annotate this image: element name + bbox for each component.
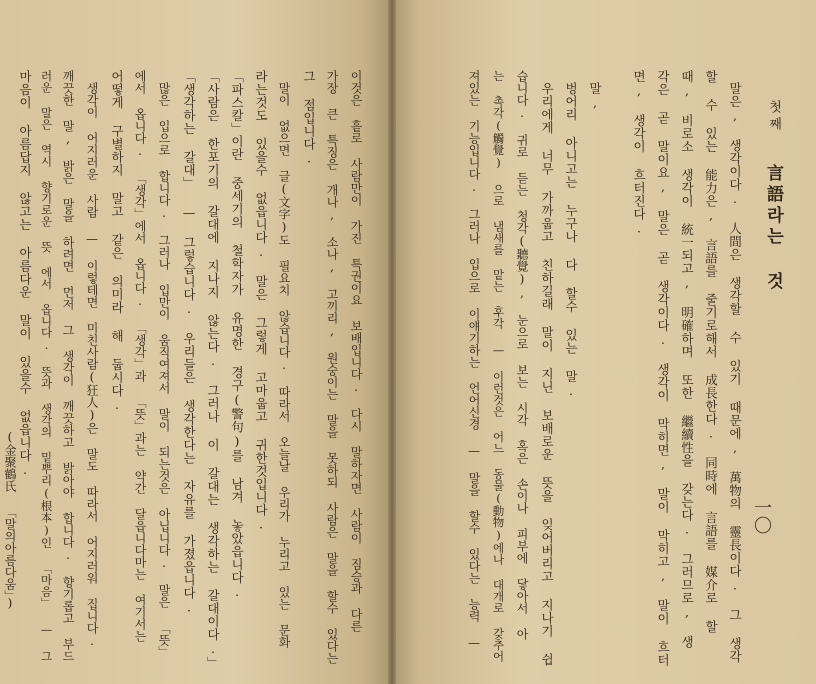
- left-line-9: 많은 입으로 합니다. 그러나 입만이 움직여져서 말이 되는것은 아닙니다. 말은 「뜻」: [157, 82, 171, 658]
- left-line-13: 깨끗한 말, 밝은 말을 하려면 먼저 그 생각이 깨끗하고 밝아야 합니다. 향기롭고 부드: [61, 70, 75, 662]
- left-line-10: 에서 옵니다. 「생각」에서 옵니다. 「생각」과 「뜻」과는 약간 달읍니다마는 여기서는: [133, 70, 147, 642]
- right-line-5: 면, 생각이 흐터진다.: [631, 70, 647, 236]
- page-title: 言語라는 것: [763, 164, 783, 293]
- right-line-6: 말,: [587, 82, 603, 111]
- left-page: [0, 0, 392, 684]
- right-line-2: 할 수 있는 能力은, 言語를 줄기로해서 成長한다. 同時에 言語를 媒介로 할: [703, 70, 719, 633]
- right-line-9: 습니다. 귀로 듣는 청각(聽覺), 눈으로 보는 시각 혹은 손이나 피부에 닿아서 아: [515, 70, 529, 640]
- left-line-3: 그 점입니다.: [301, 70, 317, 166]
- right-line-8: 우리에게 너무 가까웁고 친하길래 말이 지닌 보배로운 뜻을 잊어버리고 지나기 쉽: [539, 82, 555, 666]
- left-line-7: 「사람은 한포기의 갈대에 지나지 않는다. 그러나 이 갈대는 생각하는 갈대이다.」: [205, 70, 221, 670]
- book-gutter: [388, 0, 396, 684]
- left-line-14: 러운 말은 역시 향기로운 뜻 에서 옵니다. 뜻과 생각의 밑뿌리(根本)인 「마음」 — 그: [39, 70, 54, 662]
- left-line-2: 가장 큰 특징은 개나, 소나, 고끼리, 원숭이는 말을 못하되 사람은 말을 할수 있다는: [325, 70, 339, 664]
- left-line-6: 「파스칼」이란 중세기의 철학자가 유명한 경구(警句)를 남겨 놓았읍니다.: [229, 70, 245, 600]
- right-line-11: 져있는 기능입니다. 그러나 입으로 이얘기하는 언어신경 — 말을 할수 있다는 능력 —: [467, 70, 481, 650]
- page-number: 一〇: [751, 498, 772, 534]
- chapter-heading: [764, 100, 781, 293]
- left-line-1: 이것은 흩로 사람만이 가진 특권이요 보배입니다. 다시 말하자면 사람이 짐승과 다른: [349, 70, 363, 632]
- left-line-15: 마음이 아름답지 않고는 아름다운 말이 있을수 없읍니다.: [17, 70, 33, 478]
- right-line-4: 각은 곧 말이요, 말은 곧 생각이다. 생각이 막히면, 말이 막히고, 말이 흐터: [655, 70, 671, 667]
- chapter-number: 첫째: [766, 100, 781, 134]
- right-line-1: 말은, 생각이다. 人間은 생각할 수 있기 때문에, 萬物의 靈長이다. 그 생각: [727, 82, 743, 663]
- left-line-4: 말이 없으면 글(文字)도 필요치 않습니다. 따라서 오늘날 우리가 누리고 있는 문화: [277, 82, 291, 648]
- left-line-12: 생각이 어지러운 사람 — 이렇테면 미친사람(狂人)은 말도 따라서 어지러워 집니다.: [85, 82, 99, 648]
- attribution: (金聚鶴氏 「말의아름다움」): [3, 430, 17, 610]
- left-line-5: 라는것도 있을수 없읍니다. 말은 그렇게 고마웁고 귀한것입니다.: [253, 70, 269, 532]
- left-line-11: 어떻게 구별하지 말고 같은 의미라 해 둡시다.: [109, 70, 125, 413]
- right-line-10: 는 촉각(觸覺) 으로 냄새를 맡는 후각 — 이런것은 어느 동물(動物)에나 대개로 갖추어: [491, 70, 506, 662]
- right-page: [392, 0, 816, 684]
- right-line-7: 벙어리 아니고는 누구나 다 할수 있는 말.: [563, 82, 579, 399]
- right-line-3: 때, 비로소 생각이 統一되고, 明確하며 또한 繼續性을 갖는다. 그러므로, 생: [679, 70, 695, 649]
- left-line-8: 「생각하는 갈대」 — 그렇습니다. 우리들은 생각한다는 자유를 가졌읍니다.: [181, 70, 197, 615]
